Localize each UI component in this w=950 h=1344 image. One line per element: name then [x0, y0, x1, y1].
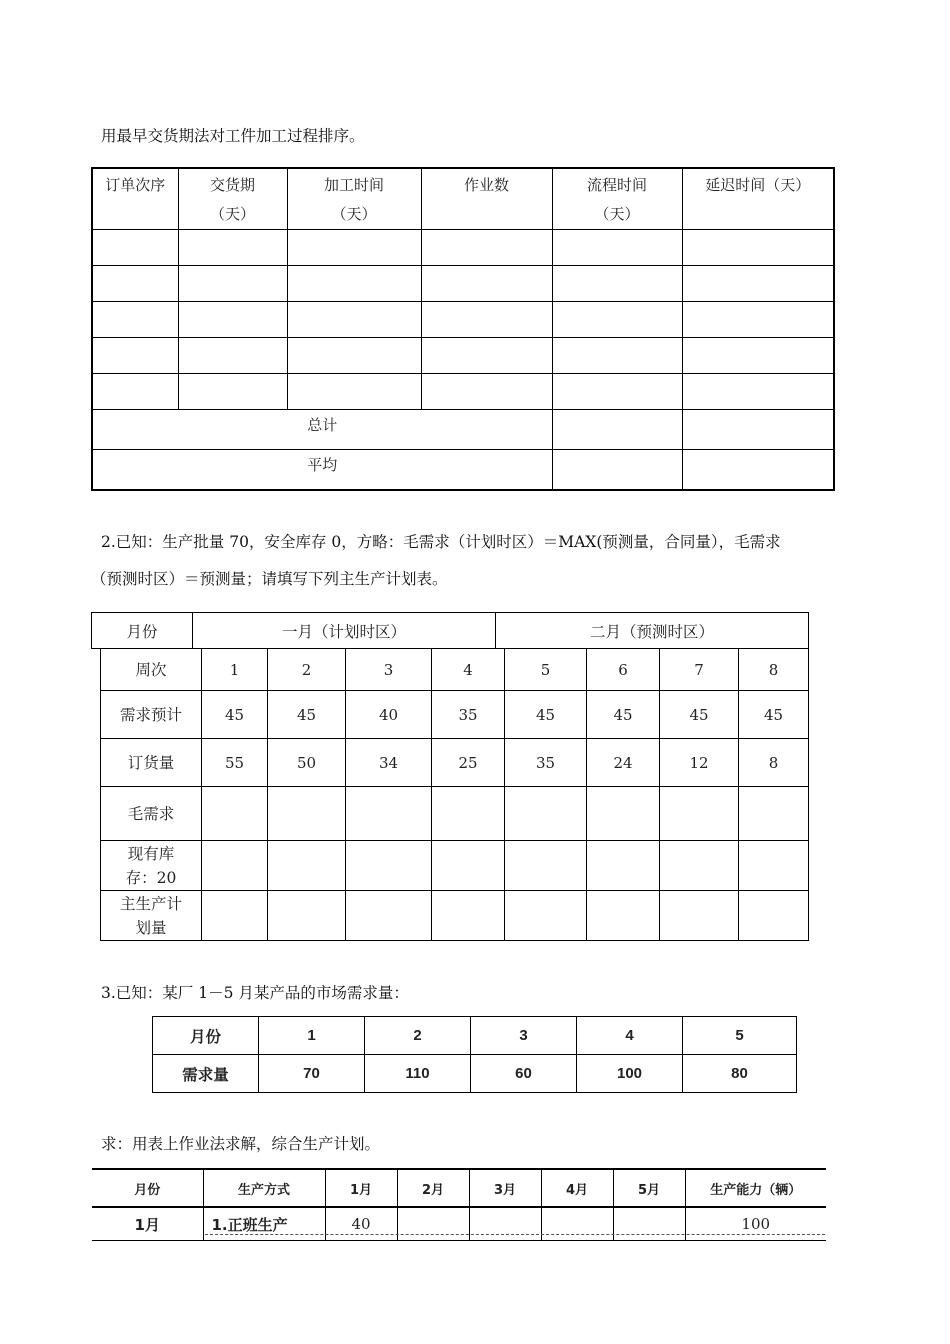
orders-cell: 24 [587, 739, 660, 787]
section1-intro: 用最早交货期法对工件加工过程排序。 [101, 127, 365, 145]
header-flow-time: 流程时间 （天） [552, 168, 682, 230]
section3-task: 求：用表上作业法求解，综合生产计划。 [101, 1135, 381, 1153]
orders-cell: 55 [202, 739, 268, 787]
row-month: 1月 [92, 1207, 203, 1241]
header-method: 生产方式 [203, 1169, 325, 1207]
table-row [92, 1207, 826, 1241]
demand-row [153, 1055, 797, 1093]
week-cell: 8 [739, 649, 809, 691]
month-cell: 3 [471, 1017, 577, 1055]
mps-table [100, 648, 809, 941]
february-label: 二月（预测时区） [496, 613, 809, 649]
dashed-rule [205, 1234, 825, 1235]
month-cell: 5 [683, 1017, 797, 1055]
month-row [153, 1017, 797, 1055]
week-cell: 6 [587, 649, 660, 691]
gross-requirement-row [101, 787, 809, 841]
header-due-date: 交货期 （天） [178, 168, 287, 230]
section2-line1: 2.已知：生产批量 70，安全库存 0，方略：毛需求（计划时区）＝MAX(预测量，合同量），毛需求 [101, 533, 781, 551]
forecast-cell: 40 [346, 691, 432, 739]
edd-sequencing-table [91, 167, 835, 491]
mps-month-header [91, 612, 809, 649]
table-row [92, 302, 834, 338]
week-cell: 3 [346, 649, 432, 691]
gross-label: 毛需求 [101, 787, 202, 841]
forecast-row [101, 691, 809, 739]
demand-cell: 100 [577, 1055, 683, 1093]
table-header-row [92, 168, 834, 230]
week-cell: 1 [202, 649, 268, 691]
orders-cell: 25 [432, 739, 505, 787]
header-capacity: 生产能力（辆） [685, 1169, 826, 1207]
header-job-count: 作业数 [421, 168, 552, 230]
average-label: 平均 [92, 450, 552, 491]
average-row [92, 450, 834, 491]
orders-cell: 12 [660, 739, 739, 787]
row-method: 1.正班生产 [203, 1207, 325, 1241]
mps-label: 主生产计 划量 [101, 891, 202, 941]
month-cell: 1 [259, 1017, 365, 1055]
orders-cell: 8 [739, 739, 809, 787]
header-may: 5月 [613, 1169, 685, 1207]
total-label: 总计 [92, 410, 552, 450]
orders-label: 订货量 [101, 739, 202, 787]
forecast-cell: 45 [202, 691, 268, 739]
month-label: 月份 [153, 1017, 259, 1055]
on-hand-label: 现有库 存：20 [101, 841, 202, 891]
header-order-seq: 订单次序 [92, 168, 178, 230]
header-delay-time: 延迟时间（天） [682, 168, 834, 230]
orders-cell: 34 [346, 739, 432, 787]
month-cell: 4 [577, 1017, 683, 1055]
demand-cell: 70 [259, 1055, 365, 1093]
table-row [92, 338, 834, 374]
header-processing-time: 加工时间 （天） [287, 168, 421, 230]
january-label: 一月（计划时区） [193, 613, 496, 649]
table-row [92, 374, 834, 410]
table-row [92, 230, 834, 266]
row-capacity: 100 [685, 1207, 826, 1241]
week-cell: 7 [660, 649, 739, 691]
header-feb: 2月 [397, 1169, 469, 1207]
week-label: 周次 [101, 649, 202, 691]
demand-cell: 110 [365, 1055, 471, 1093]
orders-cell: 35 [505, 739, 587, 787]
demand-cell: 80 [683, 1055, 797, 1093]
forecast-cell: 45 [268, 691, 346, 739]
week-row [101, 649, 809, 691]
orders-row [101, 739, 809, 787]
header-month: 月份 [92, 1169, 203, 1207]
header-apr: 4月 [541, 1169, 613, 1207]
total-row [92, 410, 834, 450]
table-header-row [92, 1169, 826, 1207]
week-cell: 5 [505, 649, 587, 691]
row-jan-value: 40 [325, 1207, 397, 1241]
forecast-cell: 35 [432, 691, 505, 739]
week-cell: 2 [268, 649, 346, 691]
forecast-cell: 45 [739, 691, 809, 739]
on-hand-row [101, 841, 809, 891]
month-label: 月份 [92, 613, 193, 649]
section2-line2: （预测时区）＝预测量；请填写下列主生产计划表。 [91, 570, 448, 588]
demand-table [152, 1016, 797, 1093]
mps-row [101, 891, 809, 941]
demand-cell: 60 [471, 1055, 577, 1093]
forecast-cell: 45 [660, 691, 739, 739]
orders-cell: 50 [268, 739, 346, 787]
demand-label: 需求量 [153, 1055, 259, 1093]
aggregate-plan-table [92, 1168, 826, 1241]
forecast-cell: 45 [587, 691, 660, 739]
table-row [92, 266, 834, 302]
section3-intro: 3.已知：某厂 1－5 月某产品的市场需求量： [101, 984, 409, 1002]
month-cell: 2 [365, 1017, 471, 1055]
header-mar: 3月 [469, 1169, 541, 1207]
forecast-cell: 45 [505, 691, 587, 739]
forecast-label: 需求预计 [101, 691, 202, 739]
header-jan: 1月 [325, 1169, 397, 1207]
week-cell: 4 [432, 649, 505, 691]
